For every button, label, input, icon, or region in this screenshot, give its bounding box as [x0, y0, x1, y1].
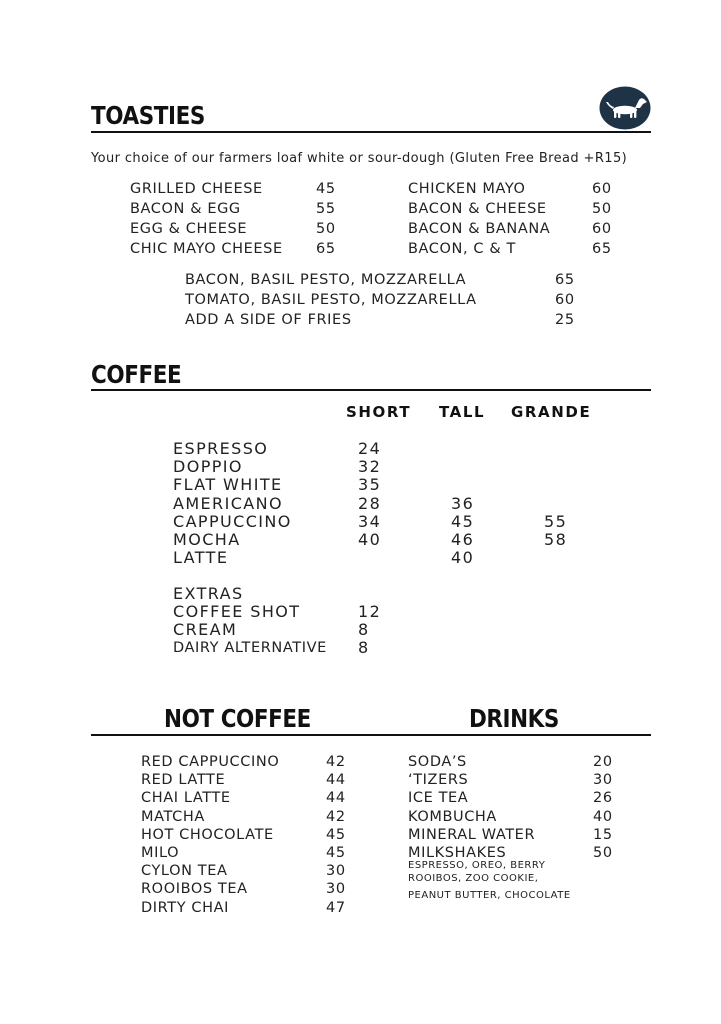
price-short: 28 — [358, 493, 382, 513]
divider — [91, 389, 651, 391]
menu-item-name: MILO — [141, 845, 180, 861]
price-grande: 58 — [544, 530, 568, 549]
menu-item-price: 30 — [326, 881, 346, 898]
menu-item-name: ‘TIZERS — [408, 772, 469, 789]
milkshake-flavours: ROOIBOS, ZOO COOKIE, — [408, 873, 539, 884]
menu-item-price: 15 — [593, 826, 613, 843]
menu-item-price: 44 — [326, 790, 346, 807]
price-short: 32 — [358, 457, 382, 477]
price-short: 24 — [358, 439, 382, 458]
menu-item-name: BACON & EGG — [130, 201, 241, 217]
menu-item-price: 47 — [326, 899, 346, 916]
dachshund-logo-icon — [599, 86, 651, 130]
coffee-item-name: CAPPUCCINO — [173, 511, 292, 531]
menu-item-name: DIRTY CHAI — [141, 899, 230, 916]
menu-item-name: KOMBUCHA — [408, 808, 497, 825]
menu-item-name: MATCHA — [141, 808, 205, 825]
size-header-short: SHORT — [346, 403, 412, 421]
price-short: 40 — [358, 530, 382, 549]
menu-item-price: 45 — [326, 845, 346, 861]
price-short: 35 — [358, 475, 382, 495]
menu-item-name: HOT CHOCOLATE — [141, 826, 274, 843]
menu-item-name: TOMATO, BASIL PESTO, MOZZARELLA — [185, 292, 477, 308]
menu-item-name: MINERAL WATER — [408, 826, 536, 843]
milkshake-flavours: PEANUT BUTTER, CHOCOLATE — [408, 890, 571, 901]
menu-item-name: BACON & CHEESE — [408, 201, 547, 217]
menu-item-name: CHAI LATTE — [141, 790, 231, 807]
menu-item-price: 55 — [316, 201, 336, 217]
menu-item-price: 42 — [326, 808, 346, 825]
menu-item-price: 42 — [326, 754, 346, 770]
menu-item-name: EGG & CHEESE — [130, 221, 248, 237]
menu-item-price: 65 — [592, 241, 612, 257]
extras-label: EXTRAS — [173, 584, 244, 603]
section-title-not-coffee: NOT COFFEE — [164, 704, 311, 733]
menu-item-name: ROOIBOS TEA — [141, 881, 248, 898]
menu-item-price: 40 — [593, 808, 613, 825]
menu-item-name: RED LATTE — [141, 772, 226, 789]
menu-item-price: 25 — [555, 312, 575, 328]
coffee-item-name: LATTE — [173, 548, 229, 568]
price-short: 34 — [358, 511, 382, 531]
price-tall: 45 — [451, 511, 475, 531]
coffee-item-name: DOPPIO — [173, 457, 243, 477]
price-tall: 36 — [451, 493, 475, 513]
size-header-grande: GRANDE — [511, 403, 592, 421]
menu-item-name: ADD A SIDE OF FRIES — [185, 312, 352, 328]
menu-item-name: CHICKEN MAYO — [408, 181, 526, 197]
menu-item-price: 60 — [555, 292, 575, 308]
menu-item-name: GRILLED CHEESE — [130, 181, 263, 197]
divider — [91, 131, 651, 133]
section-title-drinks: DRINKS — [469, 704, 559, 733]
menu-item-price: 45 — [316, 181, 336, 197]
menu-item-name: SODA’S — [408, 754, 467, 770]
menu-item-price: 50 — [316, 221, 336, 237]
milkshake-flavours: ESPRESSO, OREO, BERRY — [408, 860, 546, 871]
extra-item-name: CREAM — [173, 620, 238, 640]
price-tall: 46 — [451, 530, 475, 549]
menu-item-name: CHIC MAYO CHEESE — [130, 241, 283, 257]
menu-item-name: BACON, C & T — [408, 241, 516, 257]
menu-item-name: CYLON TEA — [141, 863, 228, 880]
extra-item-price: 8 — [358, 638, 370, 658]
menu-item-name: ICE TEA — [408, 790, 469, 807]
extra-item-price: 12 — [358, 602, 382, 621]
extra-item-name: COFFEE SHOT — [173, 602, 301, 621]
toasties-subtitle: Your choice of our farmers loaf white or sour-dough (Gluten Free Bread +R15) — [91, 151, 628, 166]
coffee-item-name: ESPRESSO — [173, 439, 269, 458]
coffee-item-name: AMERICANO — [173, 493, 283, 513]
menu-item-name: BACON & BANANA — [408, 221, 551, 237]
menu-item-price: 30 — [326, 863, 346, 880]
menu-item-price: 50 — [592, 201, 612, 217]
price-grande: 55 — [544, 511, 568, 531]
section-title-coffee: COFFEE — [91, 360, 182, 389]
extra-item-name: DAIRY ALTERNATIVE — [173, 640, 327, 657]
extra-item-price: 8 — [358, 620, 370, 640]
price-tall: 40 — [451, 548, 475, 568]
section-title-toasties: TOASTIES — [91, 101, 205, 130]
menu-item-price: 65 — [316, 241, 336, 257]
menu-item-name: MILKSHAKES — [408, 845, 507, 861]
coffee-item-name: FLAT WHITE — [173, 475, 283, 495]
menu-item-price: 20 — [593, 754, 613, 770]
divider — [91, 734, 651, 736]
menu-item-price: 26 — [593, 790, 613, 807]
menu-item-price: 44 — [326, 772, 346, 789]
menu-item-name: RED CAPPUCCINO — [141, 754, 280, 770]
size-header-tall: TALL — [439, 403, 486, 421]
menu-item-price: 30 — [593, 772, 613, 789]
menu-item-name: BACON, BASIL PESTO, MOZZARELLA — [185, 272, 467, 288]
menu-item-price: 65 — [555, 272, 575, 288]
menu-item-price: 45 — [326, 826, 346, 843]
menu-item-price: 60 — [592, 221, 612, 237]
menu-item-price: 60 — [592, 181, 612, 197]
coffee-item-name: MOCHA — [173, 530, 241, 549]
menu-item-price: 50 — [593, 845, 613, 861]
